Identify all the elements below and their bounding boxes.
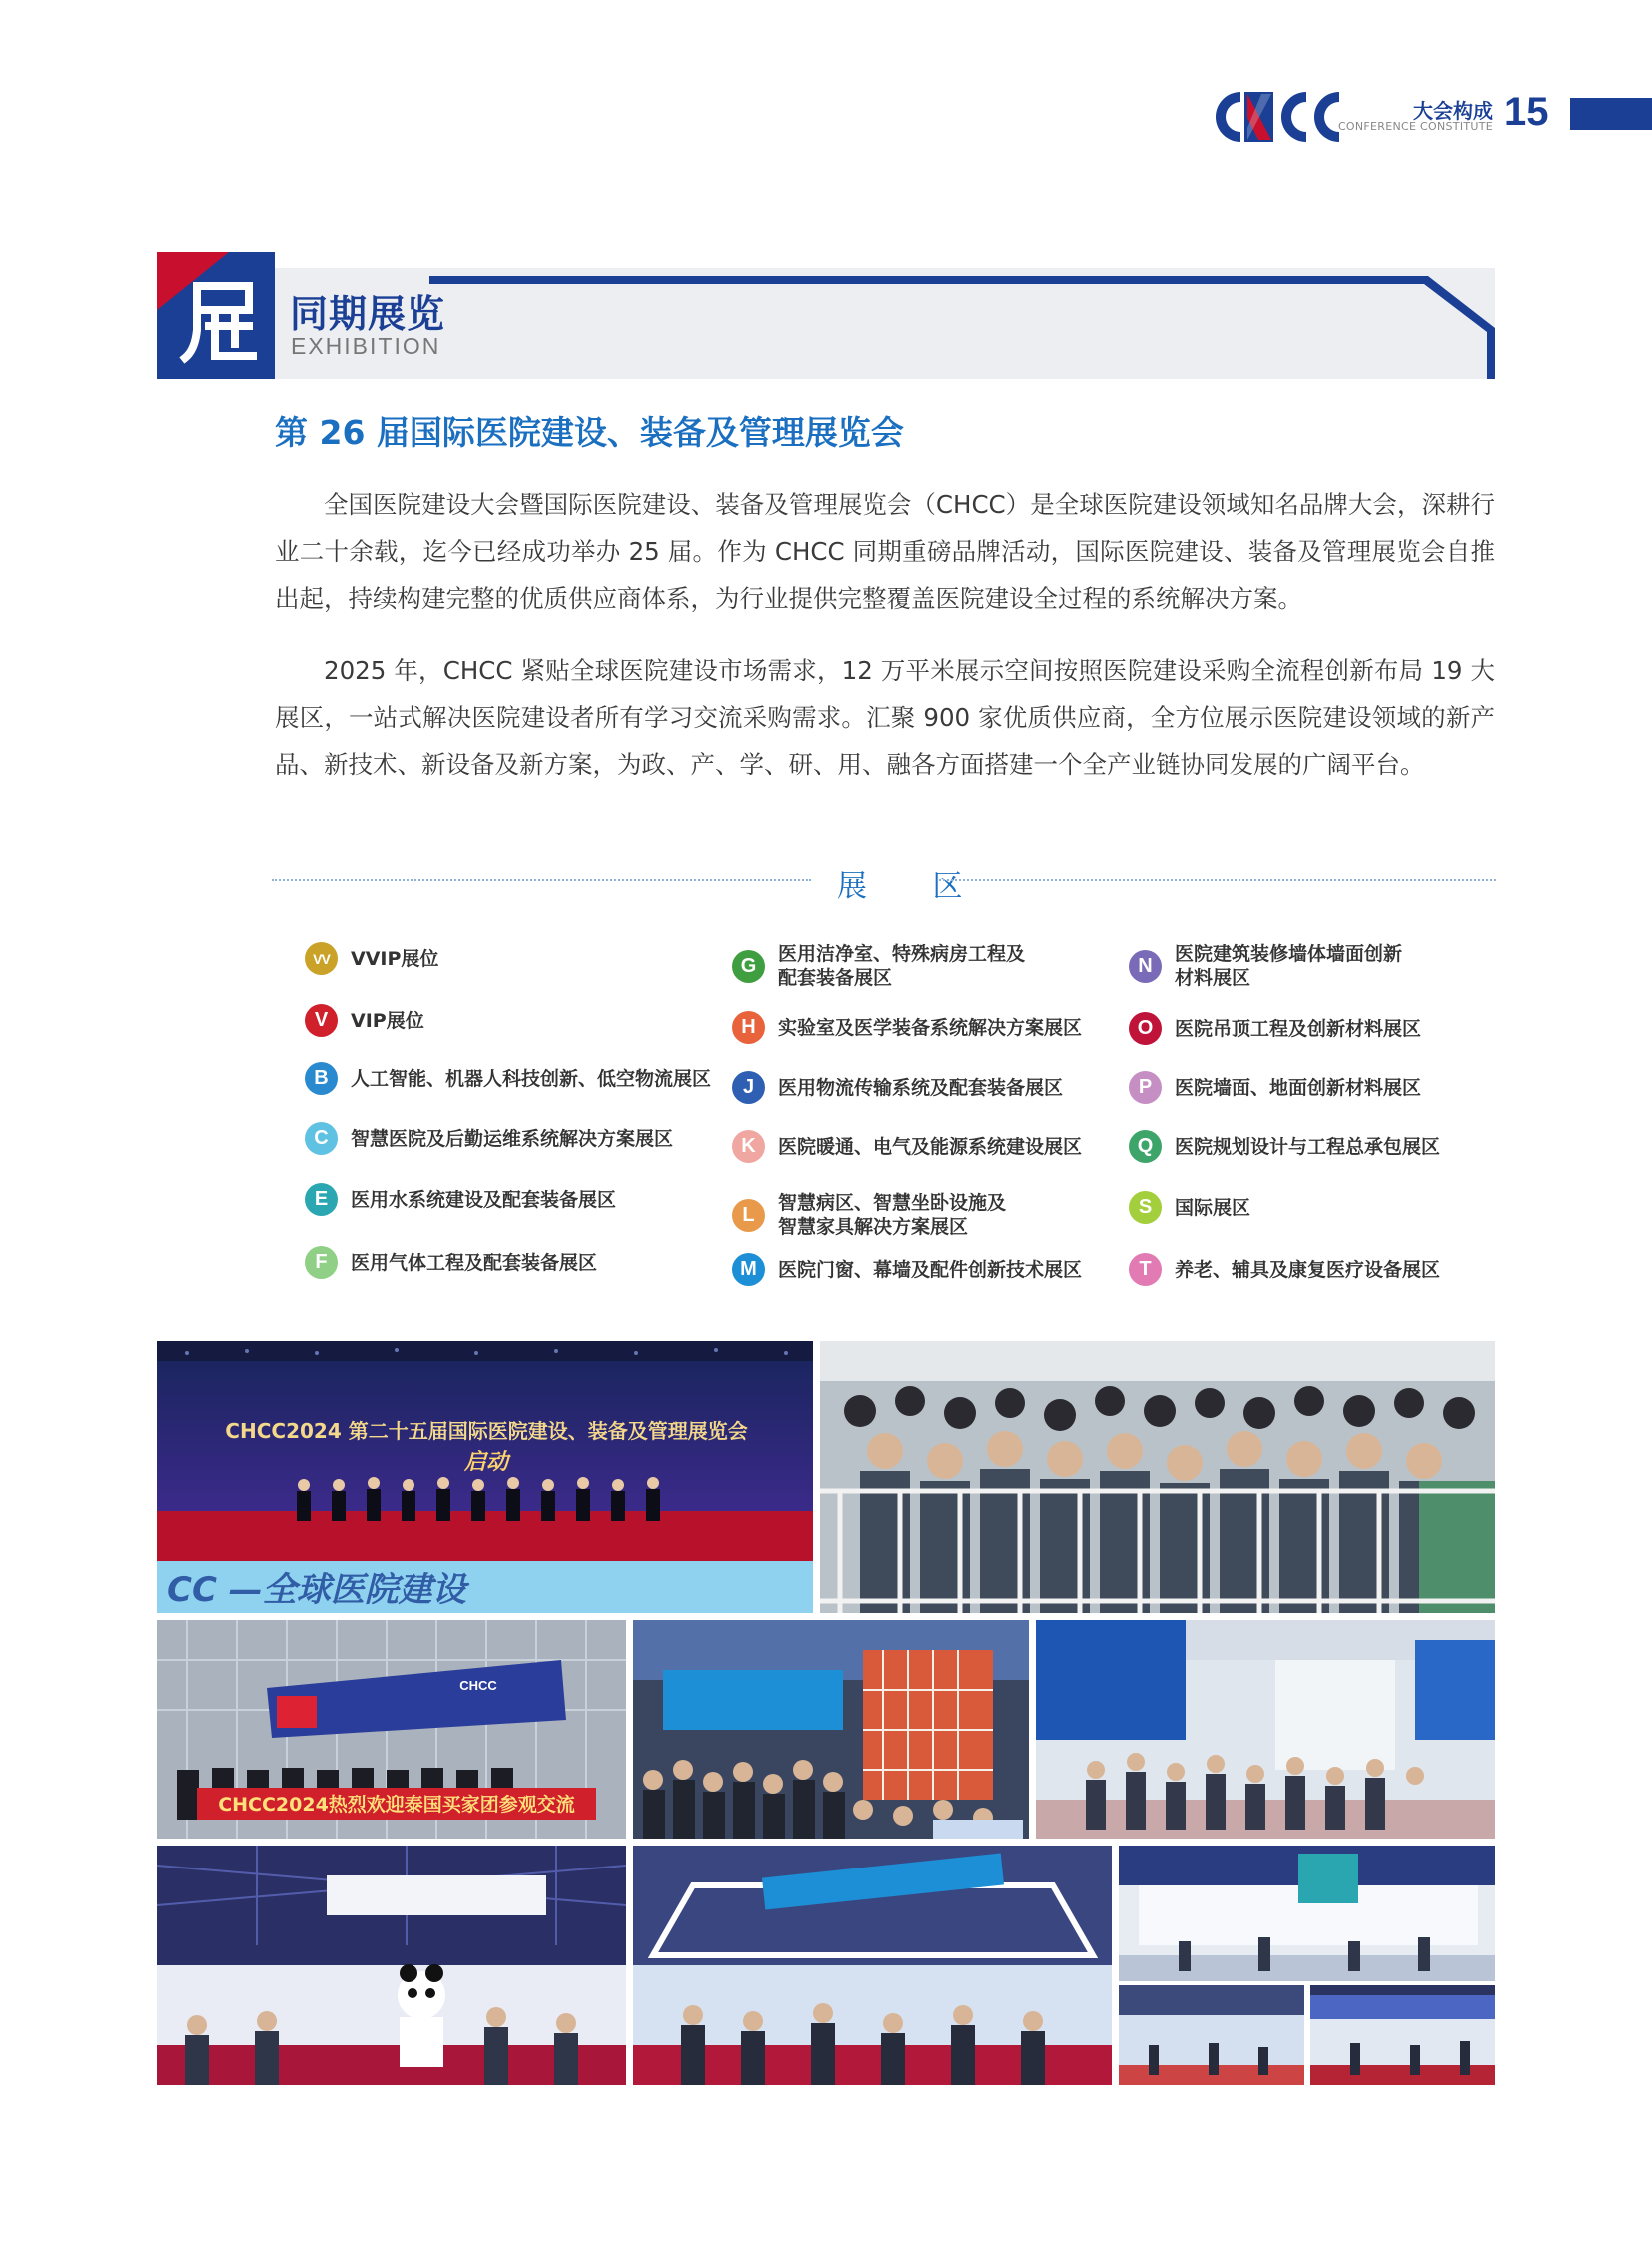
- zone-item-s: [1129, 1191, 1250, 1224]
- zone-item-f: [305, 1246, 597, 1279]
- zone-item-h: [732, 1011, 1082, 1044]
- photo-expo-hall-crowd: [633, 1620, 1029, 1839]
- page-number: 15: [1504, 90, 1549, 134]
- zone-badge-icon: N: [1129, 950, 1162, 983]
- zone-badge-icon: F: [305, 1246, 338, 1279]
- zone-item-n: [1129, 942, 1402, 990]
- header-subtitle: CONFERENCE CONSTITUTE: [1337, 120, 1493, 133]
- zone-badge-icon: VV: [305, 942, 338, 975]
- zone-badge-icon: V: [305, 1004, 338, 1037]
- zone-badge-icon: S: [1129, 1191, 1162, 1224]
- zone-label: 国际展区: [1175, 1196, 1251, 1219]
- zone-label: 医院墙面、地面创新材料展区: [1175, 1076, 1422, 1099]
- zone-badge-icon: O: [1129, 1012, 1162, 1045]
- zone-item-m: [732, 1253, 1082, 1286]
- zone-item-t: [1129, 1253, 1440, 1286]
- launch-screen-title: CHCC2024 第二十五届国际医院建设、装备及管理展览会: [225, 1419, 748, 1443]
- zone-item-k: [732, 1130, 1082, 1163]
- zone-item-o: [1129, 1012, 1421, 1045]
- zone-item-p: [1129, 1071, 1421, 1104]
- zone-label: 医用水系统建设及配套装备展区: [351, 1188, 617, 1211]
- section-title: 同期展览: [290, 292, 446, 336]
- section-banner-stripe: [429, 268, 1495, 379]
- header-accent-bar: [1570, 98, 1652, 130]
- zone-label: 医院建筑装修墙体墙面创新 材料展区: [1175, 943, 1403, 989]
- zone-badge-icon: T: [1129, 1253, 1162, 1286]
- zone-label: VIP展位: [351, 1009, 424, 1032]
- zone-label: 医院门窗、幕墙及配件创新技术展区: [778, 1258, 1083, 1281]
- zone-badge-icon: M: [732, 1253, 765, 1286]
- zones-title: 展 区: [837, 869, 991, 904]
- zone-item-q: [1129, 1130, 1440, 1163]
- zone-label: 医用物流传输系统及配套装备展区: [778, 1076, 1064, 1099]
- zone-label: 医院暖通、电气及能源系统建设展区: [778, 1135, 1083, 1158]
- zone-item-v: [305, 1004, 424, 1037]
- zone-badge-icon: H: [732, 1011, 765, 1044]
- zone-label: 智慧病区、智慧坐卧设施及 智慧家具解决方案展区: [778, 1192, 1007, 1238]
- article-paragraph: 2025 年，CHCC 紧贴全球医院建设市场需求，12 万平米展示空间按照医院建设采购全流程创新布局 19 大展区，一站式解决医院建设者所有学习交流采购需求。汇聚 900 家优质供应商，全方位展示医院建设领域的新产品、新技术、新设备及新方案，为政、产、学、研、用、融各方面搭建一个全产业链协同发展的广阔平台。: [275, 656, 1495, 779]
- photo-launch-ceremony: [157, 1341, 813, 1613]
- zone-divider-left: [272, 879, 811, 881]
- delegation-banner: CHCC2024热烈欢迎泰国买家团参观交流: [218, 1794, 575, 1816]
- zone-badge-icon: K: [732, 1130, 765, 1163]
- zone-item-vv: [305, 942, 438, 975]
- zone-item-e: [305, 1183, 616, 1216]
- zone-label: 养老、辅具及康复医疗设备展区: [1175, 1258, 1441, 1281]
- zone-badge-icon: Q: [1129, 1130, 1162, 1163]
- photo-booth-hall: [1036, 1620, 1495, 1839]
- zone-label: 医用气体工程及配套装备展区: [351, 1251, 598, 1274]
- exhibition-glyph-icon: [157, 252, 275, 379]
- zone-badge-icon: J: [732, 1071, 765, 1104]
- launch-floor-banner: CC —全球医院建设: [167, 1570, 466, 1610]
- section-subtitle: EXHIBITION: [291, 333, 441, 359]
- photo-booth-truss: [633, 1846, 1112, 2085]
- zone-label: VVIP展位: [351, 947, 439, 970]
- zone-item-l: [732, 1191, 1006, 1239]
- zone-item-b: [305, 1062, 711, 1095]
- photo-crowd-entrance: [820, 1341, 1495, 1613]
- zone-label: 医用洁净室、特殊病房工程及 配套装备展区: [778, 943, 1026, 989]
- zone-badge-icon: L: [732, 1199, 765, 1232]
- photo-booth-small-left: [1119, 1985, 1304, 2085]
- zone-item-g: [732, 942, 1025, 990]
- zone-label: 智慧医院及后勤运维系统解决方案展区: [351, 1127, 674, 1150]
- zone-item-c: [305, 1122, 673, 1155]
- header-title: 大会构成: [1413, 99, 1493, 123]
- photo-booth-white: [1119, 1846, 1495, 1981]
- zone-badge-icon: G: [732, 950, 765, 983]
- zone-label: 人工智能、机器人科技创新、低空物流展区: [351, 1067, 712, 1090]
- photo-booth-panda: [157, 1846, 626, 2085]
- zone-badge-icon: P: [1129, 1071, 1162, 1104]
- launch-screen-sub: 启动: [463, 1449, 509, 1475]
- article-paragraph: 全国医院建设大会暨国际医院建设、装备及管理展览会（CHCC）是全球医院建设领域知名品牌大会，深耕行业二十余载，迄今已经成功举办 25 届。作为 CHCC 同期重磅品牌活动，国际医院建设、装备及管理展览会自推出起，持续构建完整的优质供应商体系，为行业提供完整覆盖医院建设全过程的系统解决方案。: [275, 490, 1495, 613]
- zone-badge-icon: E: [305, 1183, 338, 1216]
- zone-label: 医院吊顶工程及创新材料展区: [1175, 1017, 1422, 1040]
- zone-item-j: [732, 1071, 1063, 1104]
- zone-badge-icon: B: [305, 1062, 338, 1095]
- article-title: 第 26 届国际医院建设、装备及管理展览会: [275, 413, 904, 452]
- photo-booth-small-right: [1310, 1985, 1495, 2085]
- delegation-sign: CHCC: [459, 1678, 497, 1693]
- chcc-logo-icon: [1212, 88, 1341, 146]
- photo-delegation: [157, 1620, 626, 1839]
- zone-label: 实验室及医学装备系统解决方案展区: [778, 1016, 1083, 1039]
- zone-badge-icon: C: [305, 1122, 338, 1155]
- zone-divider-right: [939, 879, 1496, 881]
- zone-label: 医院规划设计与工程总承包展区: [1175, 1135, 1441, 1158]
